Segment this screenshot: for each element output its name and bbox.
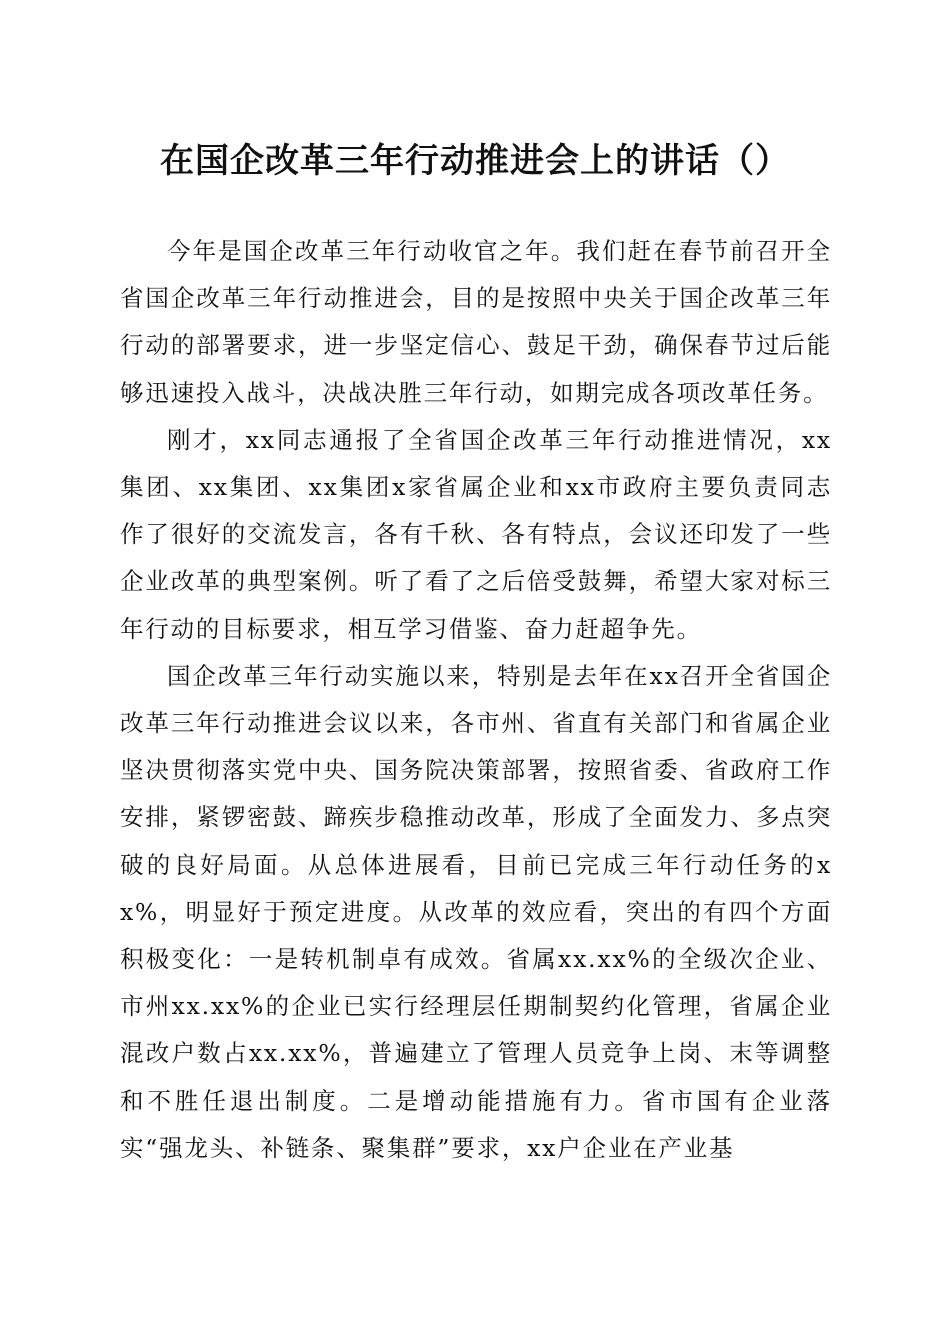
paragraph: 今年是国企改革三年行动收官之年。我们赶在春节前召开全省国企改革三年行动推进会，目的是按照中央关于国企改革三年行动的部署要求，进一步坚定信心、鼓足干劲，确保春节过后能够迅速投入战斗，决战决胜三年行动，如期完成各项改革任务。	[120, 237, 832, 407]
document-body	[120, 228, 832, 1172]
document-title: 在国企改革三年行动推进会上的讲话（）	[160, 141, 790, 181]
paragraph: 刚才，xx同志通报了全省国企改革三年行动推进情况，xx集团、xx集团、xx集团x家省属企业和xx市政府主要负责同志作了很好的交流发言，各有千秋、各有特点，会议还印发了一些企业改革的典型案例。听了看了之后倍受鼓舞，希望大家对标三年行动的目标要求，相互学习借鉴、奋力赶超争先。	[120, 425, 832, 643]
paragraph: 国企改革三年行动实施以来，特别是去年在xx召开全省国企改革三年行动推进会议以来，各市州、省直有关部门和省属企业坚决贯彻落实党中央、国务院决策部署，按照省委、省政府工作安排，紧锣密鼓、蹄疾步稳推动改革，形成了全面发力、多点突破的良好局面。从总体进展看，目前已完成三年行动任务的xx%，明显好于预定进度。从改革的效应看，突出的有四个方面积极变化：一是转机制卓有成效。省属xx.xx%的全级次企业、市州xx.xx%的企业已实行经理层任期制契约化管理，省属企业混改户数占xx.xx%，普遍建立了管理人员竞争上岗、末等调整和不胜任退出制度。二是增动能措施有力。省市国有企业落实“强龙头、补链条、聚集群”要求，xx户企业在产业基	[120, 661, 832, 1162]
